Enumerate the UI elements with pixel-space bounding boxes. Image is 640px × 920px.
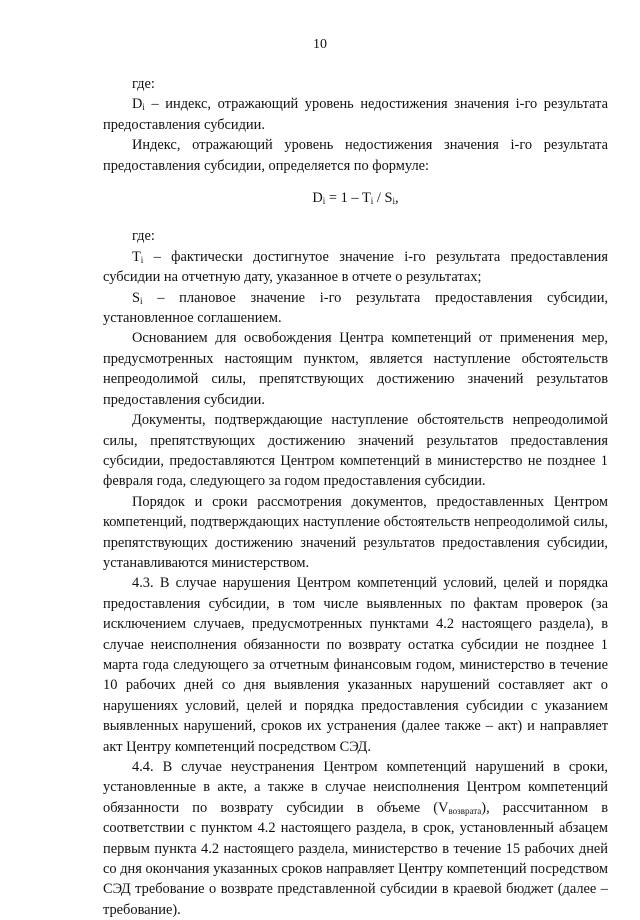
section-4-4-text-before: 4.4. В случае неустранения Центром компетенций нарушений в сроки, установленные в акте, а также в случае неисполнения Центром компетенций обязанности по возврату субсидии в объеме (V: [103, 759, 608, 816]
formula-lhs-subscript: i: [322, 196, 326, 207]
paragraph-section-4-4: [103, 757, 608, 920]
page-number: 10: [313, 37, 327, 52]
formula-rhs-subscript: i: [392, 196, 395, 207]
variable-subscript: i: [140, 295, 143, 306]
formula: [103, 188, 608, 208]
paragraph-documents: Документы, подтверждающие наступление обстоятельств непреодолимой силы, препятствующих достижению значений результатов предоставления субсидии, предоставляются Центром компетенций в министерство не позднее 1 февраля года, следующего за годом предоставления субсидии.: [103, 412, 608, 490]
paragraph-definition-ti: [103, 247, 608, 288]
formula-mid: = 1 – T: [325, 190, 371, 207]
paragraph-review-procedure: Порядок и сроки рассмотрения документов, предоставленных Центром компетенций, подтверждающих наступление обстоятельств непреодолимой силы, препятствующих достижению значений результатов предоставления субсидии, устанавливаются министерством.: [103, 493, 608, 571]
volume-subscript: возврата: [448, 805, 482, 816]
paragraph-definition-si: [103, 288, 608, 329]
document-body: [103, 74, 608, 920]
formula-lhs: D: [312, 190, 323, 207]
definition-text: – индекс, отражающий уровень недостижения значения i-го результата предоставления субсидии.: [103, 96, 608, 133]
paragraph-where-2: где:: [132, 228, 155, 245]
paragraph-exemption-basis: Основанием для освобождения Центра компетенций от применения мер, предусмотренных настоящим пунктом, является наступление обстоятельств непреодолимой силы, препятствующих достижению значений результатов предоставления субсидии.: [103, 330, 608, 408]
paragraph-definition-di: [103, 94, 608, 135]
definition-text: – фактически достигнутое значение i-го результата предоставления субсидии на отчетную дату, указанное в отчете о результатах;: [103, 248, 608, 286]
paragraph-index-formula-intro: Индекс, отражающий уровень недостижения значения i-го результата предоставления субсидии, определяется по формуле:: [103, 137, 608, 174]
variable-s: S: [132, 289, 141, 306]
variable-subscript: i: [140, 254, 144, 265]
variable-subscript: i: [142, 102, 145, 113]
paragraph-section-4-3: 4.3. В случае нарушения Центром компетенций условий, целей и порядка предоставления субсидии, в том числе выявленных по фактам проверок (за исключением случаев, предусмотренных пунктами 4.2 настоящего раздела), в случае неисполнения обязанности по возврату остатка субсидии не позднее 1 марта года следующего за отчетным финансовым годом, министерство в течение 10 рабочих дней со дня выявления указанных нарушений составляет акт о нарушениях условий, целей и порядка предоставления субсидии с указанием выявленных нарушений, сроков их устранения (далее также – акт) и направляет акт Центру компетенций посредством СЭД.: [103, 575, 608, 755]
formula-tail: ,: [394, 190, 399, 207]
formula-rhs: / S: [373, 190, 393, 207]
formula-mid-subscript: i: [370, 196, 374, 207]
variable-t: T: [132, 248, 141, 265]
variable-d: D: [132, 96, 143, 113]
definition-text: – плановое значение i-го результата предоставления субсидии, установленное соглашением.: [103, 289, 608, 327]
section-4-4-text-after: ), рассчитанном в соответствии с пунктом 4.2 настоящего раздела, в срок, установленный абзацем первым пункта 4.2 настоящего раздела, министерство в течение 15 рабочих дней со дня окончания указанных сроков направляет Центру компетенций посредством СЭД требование о возврате представленной субсидии в краевой бюджет (далее – требование).: [103, 799, 608, 918]
paragraph-where-1: где:: [132, 76, 155, 92]
